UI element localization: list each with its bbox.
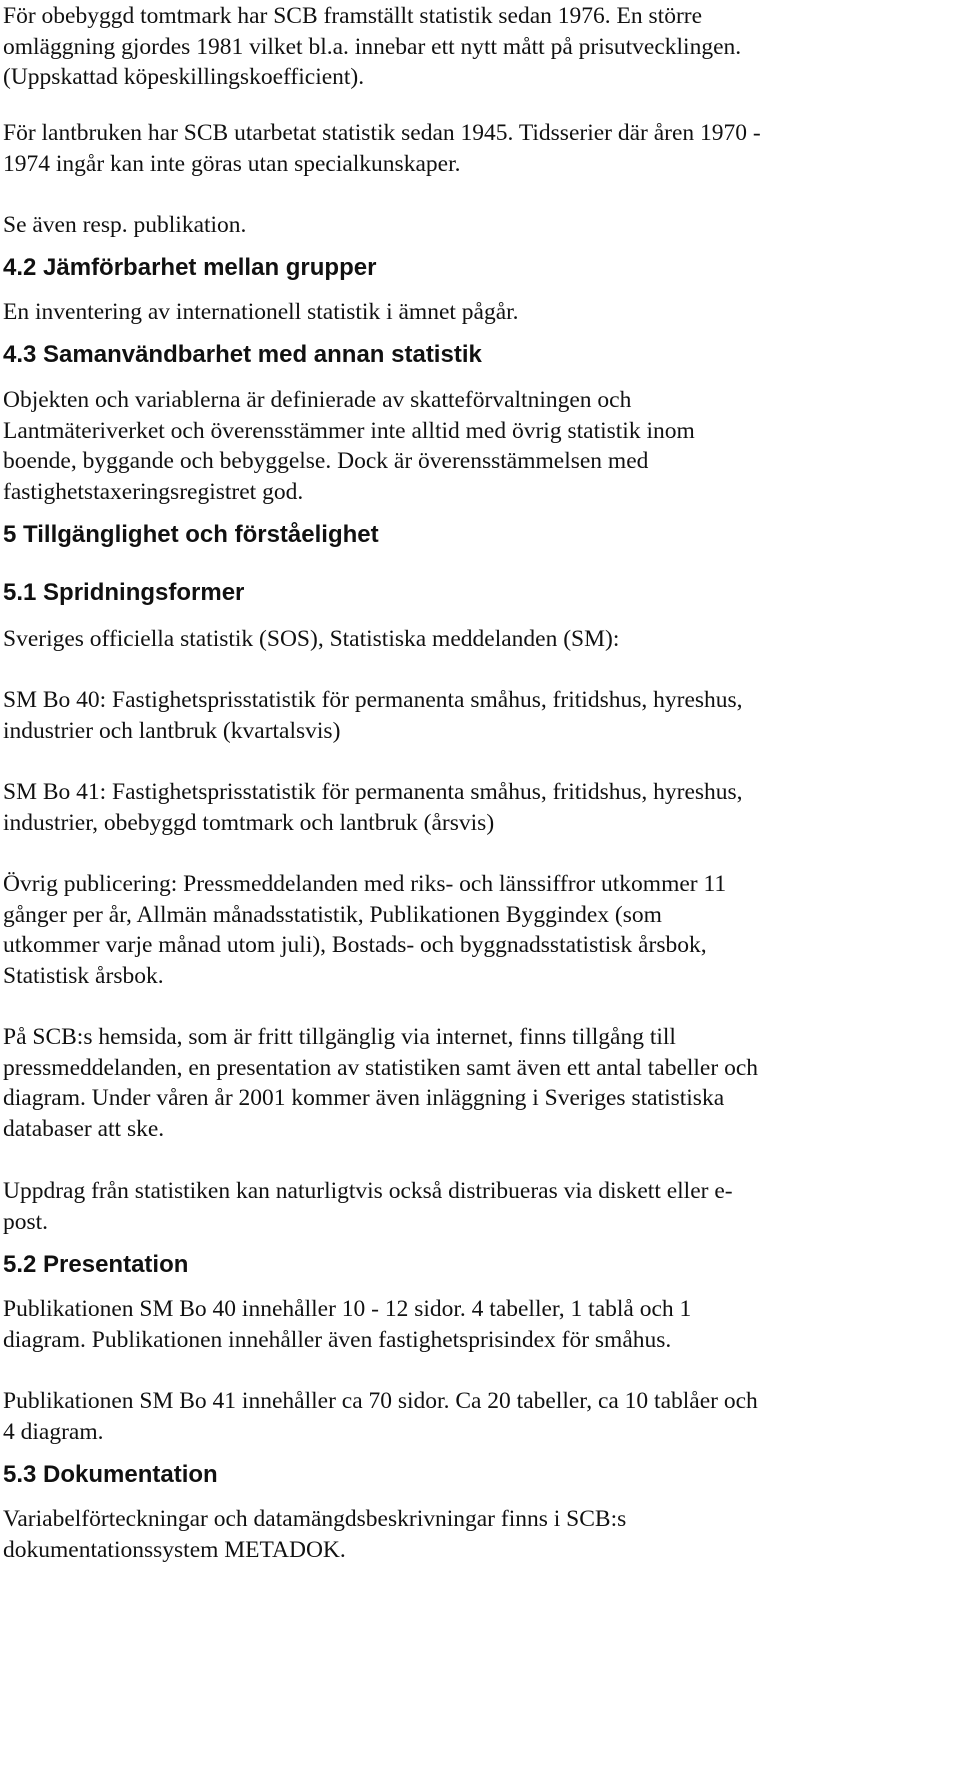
paragraph-ovrig-publicering <box>3 869 726 991</box>
text-line: utkommer varje månad utom juli), Bostads- och byggnadsstatistisk årsbok, <box>3 932 707 958</box>
text-line: Publikationen SM Bo 41 innehåller ca 70 sidor. Ca 20 tabeller, ca 10 tablåer och <box>3 1388 758 1414</box>
text-line: Publikationen SM Bo 40 innehåller 10 - 12 sidor. 4 tabeller, 1 tablå och 1 <box>3 1296 692 1322</box>
text-line: diagram. Publikationen innehåller även fastighetsprisindex för småhus. <box>3 1326 672 1353</box>
text-line: 1974 ingår kan inte göras utan specialkunskaper. <box>3 150 461 177</box>
text-line: För obebyggd tomtmark har SCB framställt statistik sedan 1976. En större <box>3 3 703 29</box>
paragraph-dokumentation <box>3 1504 626 1565</box>
heading-5: 5 Tillgänglighet och förståelighet <box>3 521 379 548</box>
heading-5-1: 5.1 Spridningsformer <box>3 579 245 606</box>
text-line: industrier och lantbruk (kvartalsvis) <box>3 717 341 744</box>
paragraph-objekten <box>3 385 695 507</box>
text-line: Övrig publicering: Pressmeddelanden med riks- och länssiffror utkommer 11 <box>3 871 727 897</box>
text-line: Lantmäteriverket och överensstämmer inte alltid med övrig statistik inom <box>3 417 695 444</box>
paragraph-uppdrag <box>3 1176 733 1237</box>
text-line: En inventering av internationell statistik i ämnet pågår. <box>3 299 519 325</box>
text-line: SM Bo 41: Fastighetsprisstatistik för permanenta småhus, fritidshus, hyreshus, <box>3 779 743 805</box>
text-line: omläggning gjordes 1981 vilket bl.a. innebar ett nytt mått på prisutvecklingen. <box>3 33 742 60</box>
text-line: (Uppskattad köpeskillingskoefficient). <box>3 64 365 90</box>
text-line: databaser att ske. <box>3 1115 165 1142</box>
text-line: Se även resp. publikation. <box>3 212 247 238</box>
heading-5-2: 5.2 Presentation <box>3 1251 189 1278</box>
text-line: Uppdrag från statistiken kan naturligtvis också distribueras via diskett eller e- <box>3 1178 733 1204</box>
text-line: SM Bo 40: Fastighetsprisstatistik för permanenta småhus, fritidshus, hyreshus, <box>3 687 743 713</box>
heading-4-2: 4.2 Jämförbarhet mellan grupper <box>3 254 377 281</box>
text-line: Statistisk årsbok. <box>3 962 164 989</box>
paragraph-sos <box>3 624 619 655</box>
text-line: På SCB:s hemsida, som är fritt tillgänglig via internet, finns tillgång till <box>3 1024 676 1050</box>
paragraph-inventering <box>3 297 519 328</box>
paragraph-sm-bo-41 <box>3 777 743 838</box>
text-line: boende, byggande och bebyggelse. Dock är överensstämmelsen med <box>3 448 649 474</box>
paragraph-se-aven <box>3 210 246 241</box>
text-line: För lantbruken har SCB utarbetat statistik sedan 1945. Tidsserier där åren 1970 - <box>3 120 761 146</box>
text-line: fastighetstaxeringsregistret god. <box>3 478 304 505</box>
text-line: dokumentationssystem METADOK. <box>3 1536 346 1563</box>
text-line: industrier, obebyggd tomtmark och lantbruk (årsvis) <box>3 809 495 836</box>
text-line: Objekten och variablerna är definierade av skatteförvaltningen och <box>3 387 632 413</box>
heading-5-3: 5.3 Dokumentation <box>3 1461 218 1488</box>
heading-4-3: 4.3 Samanvändbarhet med annan statistik <box>3 341 482 368</box>
text-line: gånger per år, Allmän månadsstatistik, Publikationen Byggindex (som <box>3 901 662 928</box>
text-line: 4 diagram. <box>3 1418 104 1445</box>
text-line: Sveriges officiella statistik (SOS), Statistiska meddelanden (SM): <box>3 626 620 652</box>
text-line: pressmeddelanden, en presentation av statistiken samt även ett antal tabeller och <box>3 1054 758 1081</box>
paragraph-sm-bo-41-innehall <box>3 1386 758 1447</box>
text-line: Variabelförteckningar och datamängdsbeskrivningar finns i SCB:s <box>3 1506 627 1532</box>
text-line: post. <box>3 1208 49 1235</box>
text-line: diagram. Under våren år 2001 kommer även inläggning i Sveriges statistiska <box>3 1085 725 1111</box>
paragraph-obebyggd-tomtmark <box>3 1 741 93</box>
paragraph-lantbruk <box>3 118 761 179</box>
paragraph-sm-bo-40 <box>3 685 743 746</box>
paragraph-sm-bo-40-innehall <box>3 1294 691 1355</box>
paragraph-scb-hemsida <box>3 1022 758 1144</box>
